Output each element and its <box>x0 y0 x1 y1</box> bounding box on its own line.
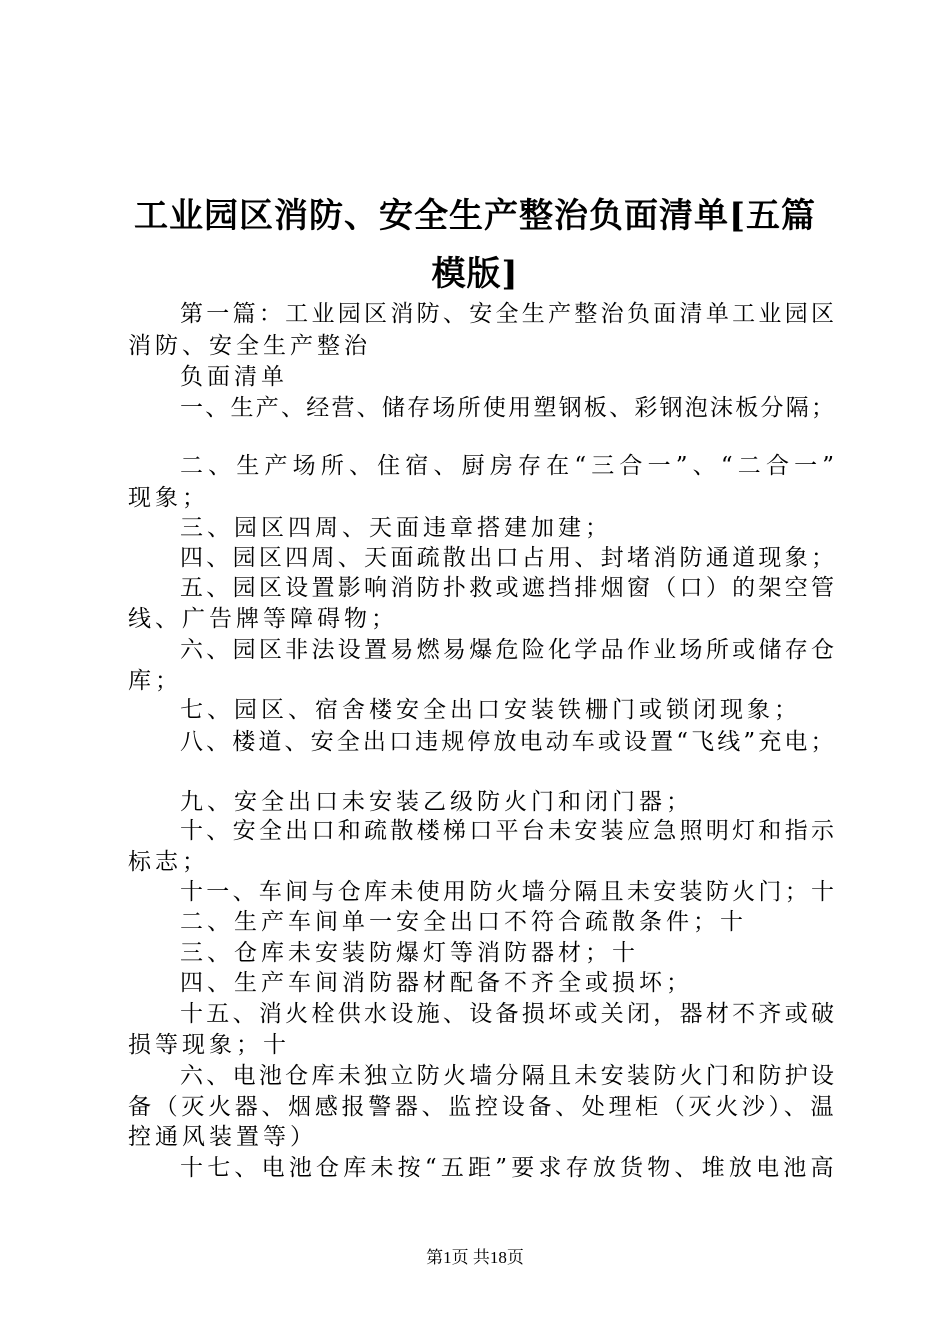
list-item: 六、园区非法设置易燃易爆危险化学品作业场所或储存仓 <box>180 637 838 663</box>
list-item: 四、生产车间消防器材配备不齐全或损坏； <box>180 970 693 996</box>
list-item-continuation: 库； <box>128 668 182 694</box>
page-footer: 第1页 共18页 <box>426 1248 524 1267</box>
list-item-continuation: 控通风装置等） <box>128 1124 317 1150</box>
list-item: 十七、电池仓库未按“五距”要求存放货物、堆放电池高 <box>180 1155 838 1181</box>
list-item: 十、安全出口和疏散楼梯口平台未安装应急照明灯和指示 <box>180 818 838 844</box>
document-title-line-1: 工业园区消防、安全生产整治负面清单[五篇 <box>133 196 817 236</box>
list-item: 九、安全出口未安装乙级防火门和闭门器； <box>180 789 693 815</box>
list-item: 二、生产场所、住宿、厨房存在“三合一”、“二合一” <box>180 453 840 479</box>
list-item: 三、仓库未安装防爆灯等消防器材；十 <box>180 940 639 966</box>
paragraph-line: 消防、安全生产整治 <box>128 333 371 359</box>
list-item-continuation: 线、广告牌等障碍物； <box>128 606 398 632</box>
list-item: 八、楼道、安全出口违规停放电动车或设置“飞线”充电； <box>180 729 837 755</box>
list-item: 十一、车间与仓库未使用防火墙分隔且未安装防火门；十 <box>180 879 838 905</box>
list-item: 三、园区四周、天面违章搭建加建； <box>180 515 612 541</box>
list-item: 四、园区四周、天面疏散出口占用、封堵消防通道现象； <box>180 545 838 571</box>
list-item: 十五、消火栓供水设施、设备损坏或关闭，器材不齐或破 <box>180 1001 838 1027</box>
list-item-continuation: 损等现象；十 <box>128 1032 290 1058</box>
paragraph-line: 第一篇：工业园区消防、安全生产整治负面清单工业园区 <box>180 301 838 327</box>
list-item: 六、电池仓库未独立防火墙分隔且未安装防火门和防护设 <box>180 1063 838 1089</box>
list-item: 一、生产、经营、储存场所使用塑钢板、彩钢泡沫板分隔； <box>180 395 837 421</box>
list-item-continuation: 备（灭火器、烟感报警器、监控设备、处理柜（灭火沙）、温 <box>128 1094 838 1120</box>
list-item: 二、生产车间单一安全出口不符合疏散条件；十 <box>180 909 747 935</box>
list-item-continuation: 现象； <box>128 485 209 511</box>
document-title-line-2: 模版] <box>431 254 519 294</box>
list-item: 五、园区设置影响消防扑救或遮挡排烟窗（口）的架空管 <box>180 575 838 601</box>
list-item-continuation: 标志； <box>128 849 209 875</box>
paragraph-line: 负面清单 <box>180 364 288 390</box>
list-item: 七、园区、宿舍楼安全出口安装铁栅门或锁闭现象； <box>180 697 801 723</box>
